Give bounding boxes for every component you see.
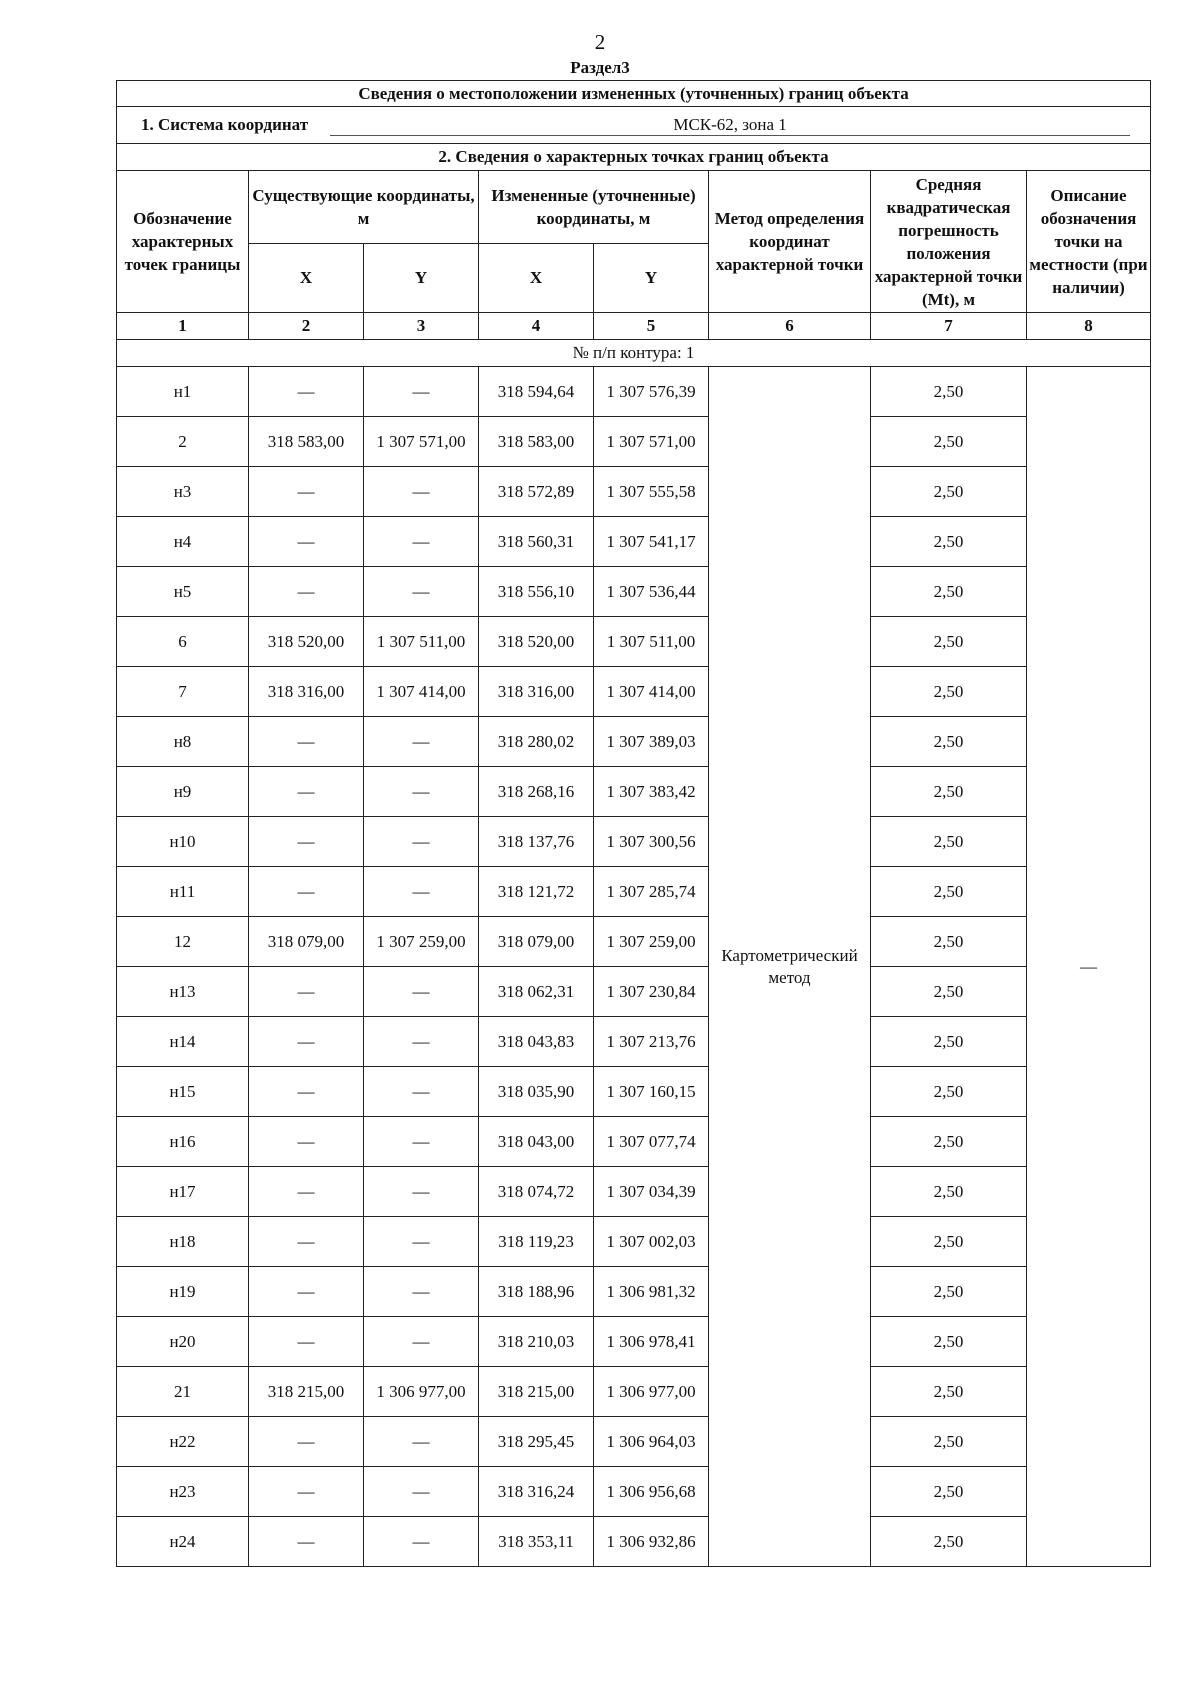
- point-name-cell: н4: [117, 517, 249, 567]
- changed-y-cell: 1 307 511,00: [594, 617, 709, 667]
- point-name-cell: н22: [117, 1417, 249, 1467]
- header-existing-x: X: [249, 244, 364, 313]
- table-title: Сведения о местоположении измененных (уточненных) границ объекта: [117, 81, 1151, 107]
- column-number: 6: [709, 313, 871, 340]
- existing-y-cell: 1 307 511,00: [364, 617, 479, 667]
- point-name-cell: н23: [117, 1467, 249, 1517]
- table-row: [117, 967, 1151, 1017]
- changed-y-cell: 1 307 389,03: [594, 717, 709, 767]
- header-method: Метод определения координат характерной точки: [709, 171, 871, 313]
- column-number: 1: [117, 313, 249, 340]
- table-row: [117, 1317, 1151, 1367]
- existing-y-cell: —: [364, 767, 479, 817]
- existing-x-cell: 318 215,00: [249, 1367, 364, 1417]
- table-row: [117, 617, 1151, 667]
- table-row: [117, 1467, 1151, 1517]
- changed-x-cell: 318 062,31: [479, 967, 594, 1017]
- changed-x-cell: 318 035,90: [479, 1067, 594, 1117]
- existing-x-cell: —: [249, 1117, 364, 1167]
- point-name-cell: н19: [117, 1267, 249, 1317]
- existing-x-cell: —: [249, 1067, 364, 1117]
- point-name-cell: н1: [117, 367, 249, 417]
- existing-y-cell: —: [364, 717, 479, 767]
- point-name-cell: н14: [117, 1017, 249, 1067]
- mean-square-error-cell: 2,50: [871, 367, 1027, 417]
- point-name-cell: 6: [117, 617, 249, 667]
- point-name-cell: 7: [117, 667, 249, 717]
- existing-x-cell: —: [249, 967, 364, 1017]
- header-description: Описание обозначения точки на местности (при наличии): [1027, 171, 1151, 313]
- existing-y-cell: —: [364, 467, 479, 517]
- point-name-cell: 21: [117, 1367, 249, 1417]
- changed-x-cell: 318 353,11: [479, 1517, 594, 1567]
- mean-square-error-cell: 2,50: [871, 517, 1027, 567]
- existing-y-cell: —: [364, 517, 479, 567]
- existing-y-cell: —: [364, 567, 479, 617]
- existing-y-cell: —: [364, 1067, 479, 1117]
- table-row: [117, 467, 1151, 517]
- existing-x-cell: 318 520,00: [249, 617, 364, 667]
- coordinate-system-row: [117, 107, 1151, 144]
- existing-y-cell: —: [364, 867, 479, 917]
- changed-x-cell: 318 215,00: [479, 1367, 594, 1417]
- point-name-cell: н24: [117, 1517, 249, 1567]
- mean-square-error-cell: 2,50: [871, 1017, 1027, 1067]
- changed-y-cell: 1 307 230,84: [594, 967, 709, 1017]
- existing-y-cell: —: [364, 367, 479, 417]
- changed-x-cell: 318 043,83: [479, 1017, 594, 1067]
- page-number: 2: [594, 30, 606, 54]
- table-row: [117, 1267, 1151, 1317]
- changed-y-cell: 1 307 034,39: [594, 1167, 709, 1217]
- column-number: 4: [479, 313, 594, 340]
- mean-square-error-cell: 2,50: [871, 1517, 1027, 1567]
- existing-y-cell: —: [364, 1017, 479, 1067]
- changed-x-cell: 318 556,10: [479, 567, 594, 617]
- changed-y-cell: 1 307 300,56: [594, 817, 709, 867]
- table-row: [117, 1167, 1151, 1217]
- existing-x-cell: —: [249, 1417, 364, 1467]
- changed-y-cell: 1 307 555,58: [594, 467, 709, 517]
- changed-x-cell: 318 560,31: [479, 517, 594, 567]
- point-name-cell: н15: [117, 1067, 249, 1117]
- changed-x-cell: 318 520,00: [479, 617, 594, 667]
- existing-x-cell: 318 583,00: [249, 417, 364, 467]
- table-row: [117, 1067, 1151, 1117]
- table-row: [117, 567, 1151, 617]
- column-number: 2: [249, 313, 364, 340]
- column-number: 7: [871, 313, 1027, 340]
- existing-x-cell: 318 079,00: [249, 917, 364, 967]
- changed-y-cell: 1 307 077,74: [594, 1117, 709, 1167]
- existing-x-cell: —: [249, 1467, 364, 1517]
- table-row: [117, 1367, 1151, 1417]
- header-changed-coordinates: Измененные (уточненные) координаты, м: [479, 171, 709, 244]
- mean-square-error-cell: 2,50: [871, 1267, 1027, 1317]
- existing-x-cell: 318 316,00: [249, 667, 364, 717]
- point-name-cell: 12: [117, 917, 249, 967]
- header-existing-y: Y: [364, 244, 479, 313]
- changed-x-cell: 318 043,00: [479, 1117, 594, 1167]
- mean-square-error-cell: 2,50: [871, 1317, 1027, 1367]
- table-row: [117, 667, 1151, 717]
- mean-square-error-cell: 2,50: [871, 917, 1027, 967]
- table-row: [117, 767, 1151, 817]
- existing-y-cell: —: [364, 1517, 479, 1567]
- contour-label: № п/п контура: 1: [117, 340, 1151, 367]
- coordinate-system-value: МСК-62, зона 1: [330, 115, 1130, 136]
- column-number: 8: [1027, 313, 1151, 340]
- header-existing-coordinates: Существующие координаты, м: [249, 171, 479, 244]
- changed-x-cell: 318 137,76: [479, 817, 594, 867]
- changed-y-cell: 1 307 383,42: [594, 767, 709, 817]
- changed-x-cell: 318 583,00: [479, 417, 594, 467]
- existing-y-cell: —: [364, 1467, 479, 1517]
- column-number: 5: [594, 313, 709, 340]
- column-numbers-row: [117, 313, 1151, 340]
- mean-square-error-cell: 2,50: [871, 867, 1027, 917]
- changed-y-cell: 1 307 160,15: [594, 1067, 709, 1117]
- existing-y-cell: —: [364, 1317, 479, 1367]
- existing-y-cell: 1 307 414,00: [364, 667, 479, 717]
- header-row-top: [117, 171, 1151, 244]
- existing-y-cell: —: [364, 1267, 479, 1317]
- existing-y-cell: 1 307 571,00: [364, 417, 479, 467]
- point-name-cell: н10: [117, 817, 249, 867]
- table-row: [117, 1017, 1151, 1067]
- existing-y-cell: —: [364, 817, 479, 867]
- existing-y-cell: —: [364, 1167, 479, 1217]
- point-name-cell: н17: [117, 1167, 249, 1217]
- section-title: Раздел3: [570, 58, 630, 77]
- changed-y-cell: 1 306 932,86: [594, 1517, 709, 1567]
- mean-square-error-cell: 2,50: [871, 967, 1027, 1017]
- existing-x-cell: —: [249, 1167, 364, 1217]
- existing-x-cell: —: [249, 567, 364, 617]
- changed-y-cell: 1 306 956,68: [594, 1467, 709, 1517]
- existing-x-cell: —: [249, 1267, 364, 1317]
- existing-x-cell: —: [249, 717, 364, 767]
- existing-x-cell: —: [249, 1517, 364, 1567]
- method-cell: Картометрический метод: [709, 367, 871, 1567]
- changed-x-cell: 318 316,24: [479, 1467, 594, 1517]
- changed-x-cell: 318 121,72: [479, 867, 594, 917]
- changed-y-cell: 1 307 002,03: [594, 1217, 709, 1267]
- coordinate-system-label: 1. Система координат: [140, 115, 309, 134]
- table-row: [117, 1117, 1151, 1167]
- description-cell: —: [1027, 367, 1151, 1567]
- header-changed-x: X: [479, 244, 594, 313]
- mean-square-error-cell: 2,50: [871, 617, 1027, 667]
- changed-y-cell: 1 306 964,03: [594, 1417, 709, 1467]
- mean-square-error-cell: 2,50: [871, 667, 1027, 717]
- header-point-designation: Обозначение характерных точек границы: [117, 171, 249, 313]
- table-row: [117, 1217, 1151, 1267]
- point-name-cell: н11: [117, 867, 249, 917]
- changed-y-cell: 1 307 536,44: [594, 567, 709, 617]
- points-title: 2. Сведения о характерных точках границ объекта: [117, 144, 1151, 171]
- point-name-cell: н20: [117, 1317, 249, 1367]
- changed-y-cell: 1 307 259,00: [594, 917, 709, 967]
- mean-square-error-cell: 2,50: [871, 567, 1027, 617]
- changed-y-cell: 1 306 981,32: [594, 1267, 709, 1317]
- mean-square-error-cell: 2,50: [871, 767, 1027, 817]
- existing-y-cell: —: [364, 1217, 479, 1267]
- mean-square-error-cell: 2,50: [871, 1467, 1027, 1517]
- existing-y-cell: —: [364, 1417, 479, 1467]
- point-name-cell: н16: [117, 1117, 249, 1167]
- mean-square-error-cell: 2,50: [871, 817, 1027, 867]
- table-row: [117, 817, 1151, 867]
- mean-square-error-cell: 2,50: [871, 1167, 1027, 1217]
- changed-x-cell: 318 079,00: [479, 917, 594, 967]
- point-name-cell: н5: [117, 567, 249, 617]
- mean-square-error-cell: 2,50: [871, 467, 1027, 517]
- mean-square-error-cell: 2,50: [871, 717, 1027, 767]
- changed-y-cell: 1 307 213,76: [594, 1017, 709, 1067]
- point-name-cell: н13: [117, 967, 249, 1017]
- changed-x-cell: 318 572,89: [479, 467, 594, 517]
- changed-x-cell: 318 594,64: [479, 367, 594, 417]
- existing-y-cell: 1 306 977,00: [364, 1367, 479, 1417]
- mean-square-error-cell: 2,50: [871, 1217, 1027, 1267]
- point-name-cell: н3: [117, 467, 249, 517]
- existing-x-cell: —: [249, 367, 364, 417]
- changed-x-cell: 318 119,23: [479, 1217, 594, 1267]
- changed-y-cell: 1 306 978,41: [594, 1317, 709, 1367]
- coordinate-system-cell: [117, 107, 1151, 144]
- existing-x-cell: —: [249, 1217, 364, 1267]
- table-title-row: [117, 81, 1151, 107]
- table-row: [117, 367, 1151, 417]
- point-name-cell: н8: [117, 717, 249, 767]
- changed-x-cell: 318 210,03: [479, 1317, 594, 1367]
- existing-x-cell: —: [249, 867, 364, 917]
- changed-x-cell: 318 188,96: [479, 1267, 594, 1317]
- header-changed-y: Y: [594, 244, 709, 313]
- table-row: [117, 1517, 1151, 1567]
- table-row: [117, 517, 1151, 567]
- existing-y-cell: 1 307 259,00: [364, 917, 479, 967]
- changed-y-cell: 1 307 414,00: [594, 667, 709, 717]
- changed-x-cell: 318 268,16: [479, 767, 594, 817]
- existing-x-cell: —: [249, 1017, 364, 1067]
- mean-square-error-cell: 2,50: [871, 1417, 1027, 1467]
- contour-row: [117, 340, 1151, 367]
- mean-square-error-cell: 2,50: [871, 1067, 1027, 1117]
- existing-x-cell: —: [249, 767, 364, 817]
- mean-square-error-cell: 2,50: [871, 417, 1027, 467]
- changed-y-cell: 1 306 977,00: [594, 1367, 709, 1417]
- table-row: [117, 1417, 1151, 1467]
- changed-x-cell: 318 280,02: [479, 717, 594, 767]
- changed-x-cell: 318 316,00: [479, 667, 594, 717]
- changed-x-cell: 318 295,45: [479, 1417, 594, 1467]
- point-name-cell: н18: [117, 1217, 249, 1267]
- point-name-cell: 2: [117, 417, 249, 467]
- table-row: [117, 417, 1151, 467]
- existing-y-cell: —: [364, 1117, 479, 1167]
- mean-square-error-cell: 2,50: [871, 1117, 1027, 1167]
- header-mean-square-error: Средняя квадратическая погрешность положения характерной точки (Mt), м: [871, 171, 1027, 313]
- changed-x-cell: 318 074,72: [479, 1167, 594, 1217]
- changed-y-cell: 1 307 541,17: [594, 517, 709, 567]
- existing-x-cell: —: [249, 817, 364, 867]
- table-row: [117, 717, 1151, 767]
- existing-x-cell: —: [249, 517, 364, 567]
- column-number: 3: [364, 313, 479, 340]
- table-row: [117, 917, 1151, 967]
- changed-y-cell: 1 307 571,00: [594, 417, 709, 467]
- point-name-cell: н9: [117, 767, 249, 817]
- changed-y-cell: 1 307 576,39: [594, 367, 709, 417]
- existing-x-cell: —: [249, 467, 364, 517]
- table-row: [117, 867, 1151, 917]
- existing-y-cell: —: [364, 967, 479, 1017]
- changed-y-cell: 1 307 285,74: [594, 867, 709, 917]
- boundary-points-table: [116, 80, 1151, 1567]
- points-title-row: [117, 144, 1151, 171]
- mean-square-error-cell: 2,50: [871, 1367, 1027, 1417]
- existing-x-cell: —: [249, 1317, 364, 1367]
